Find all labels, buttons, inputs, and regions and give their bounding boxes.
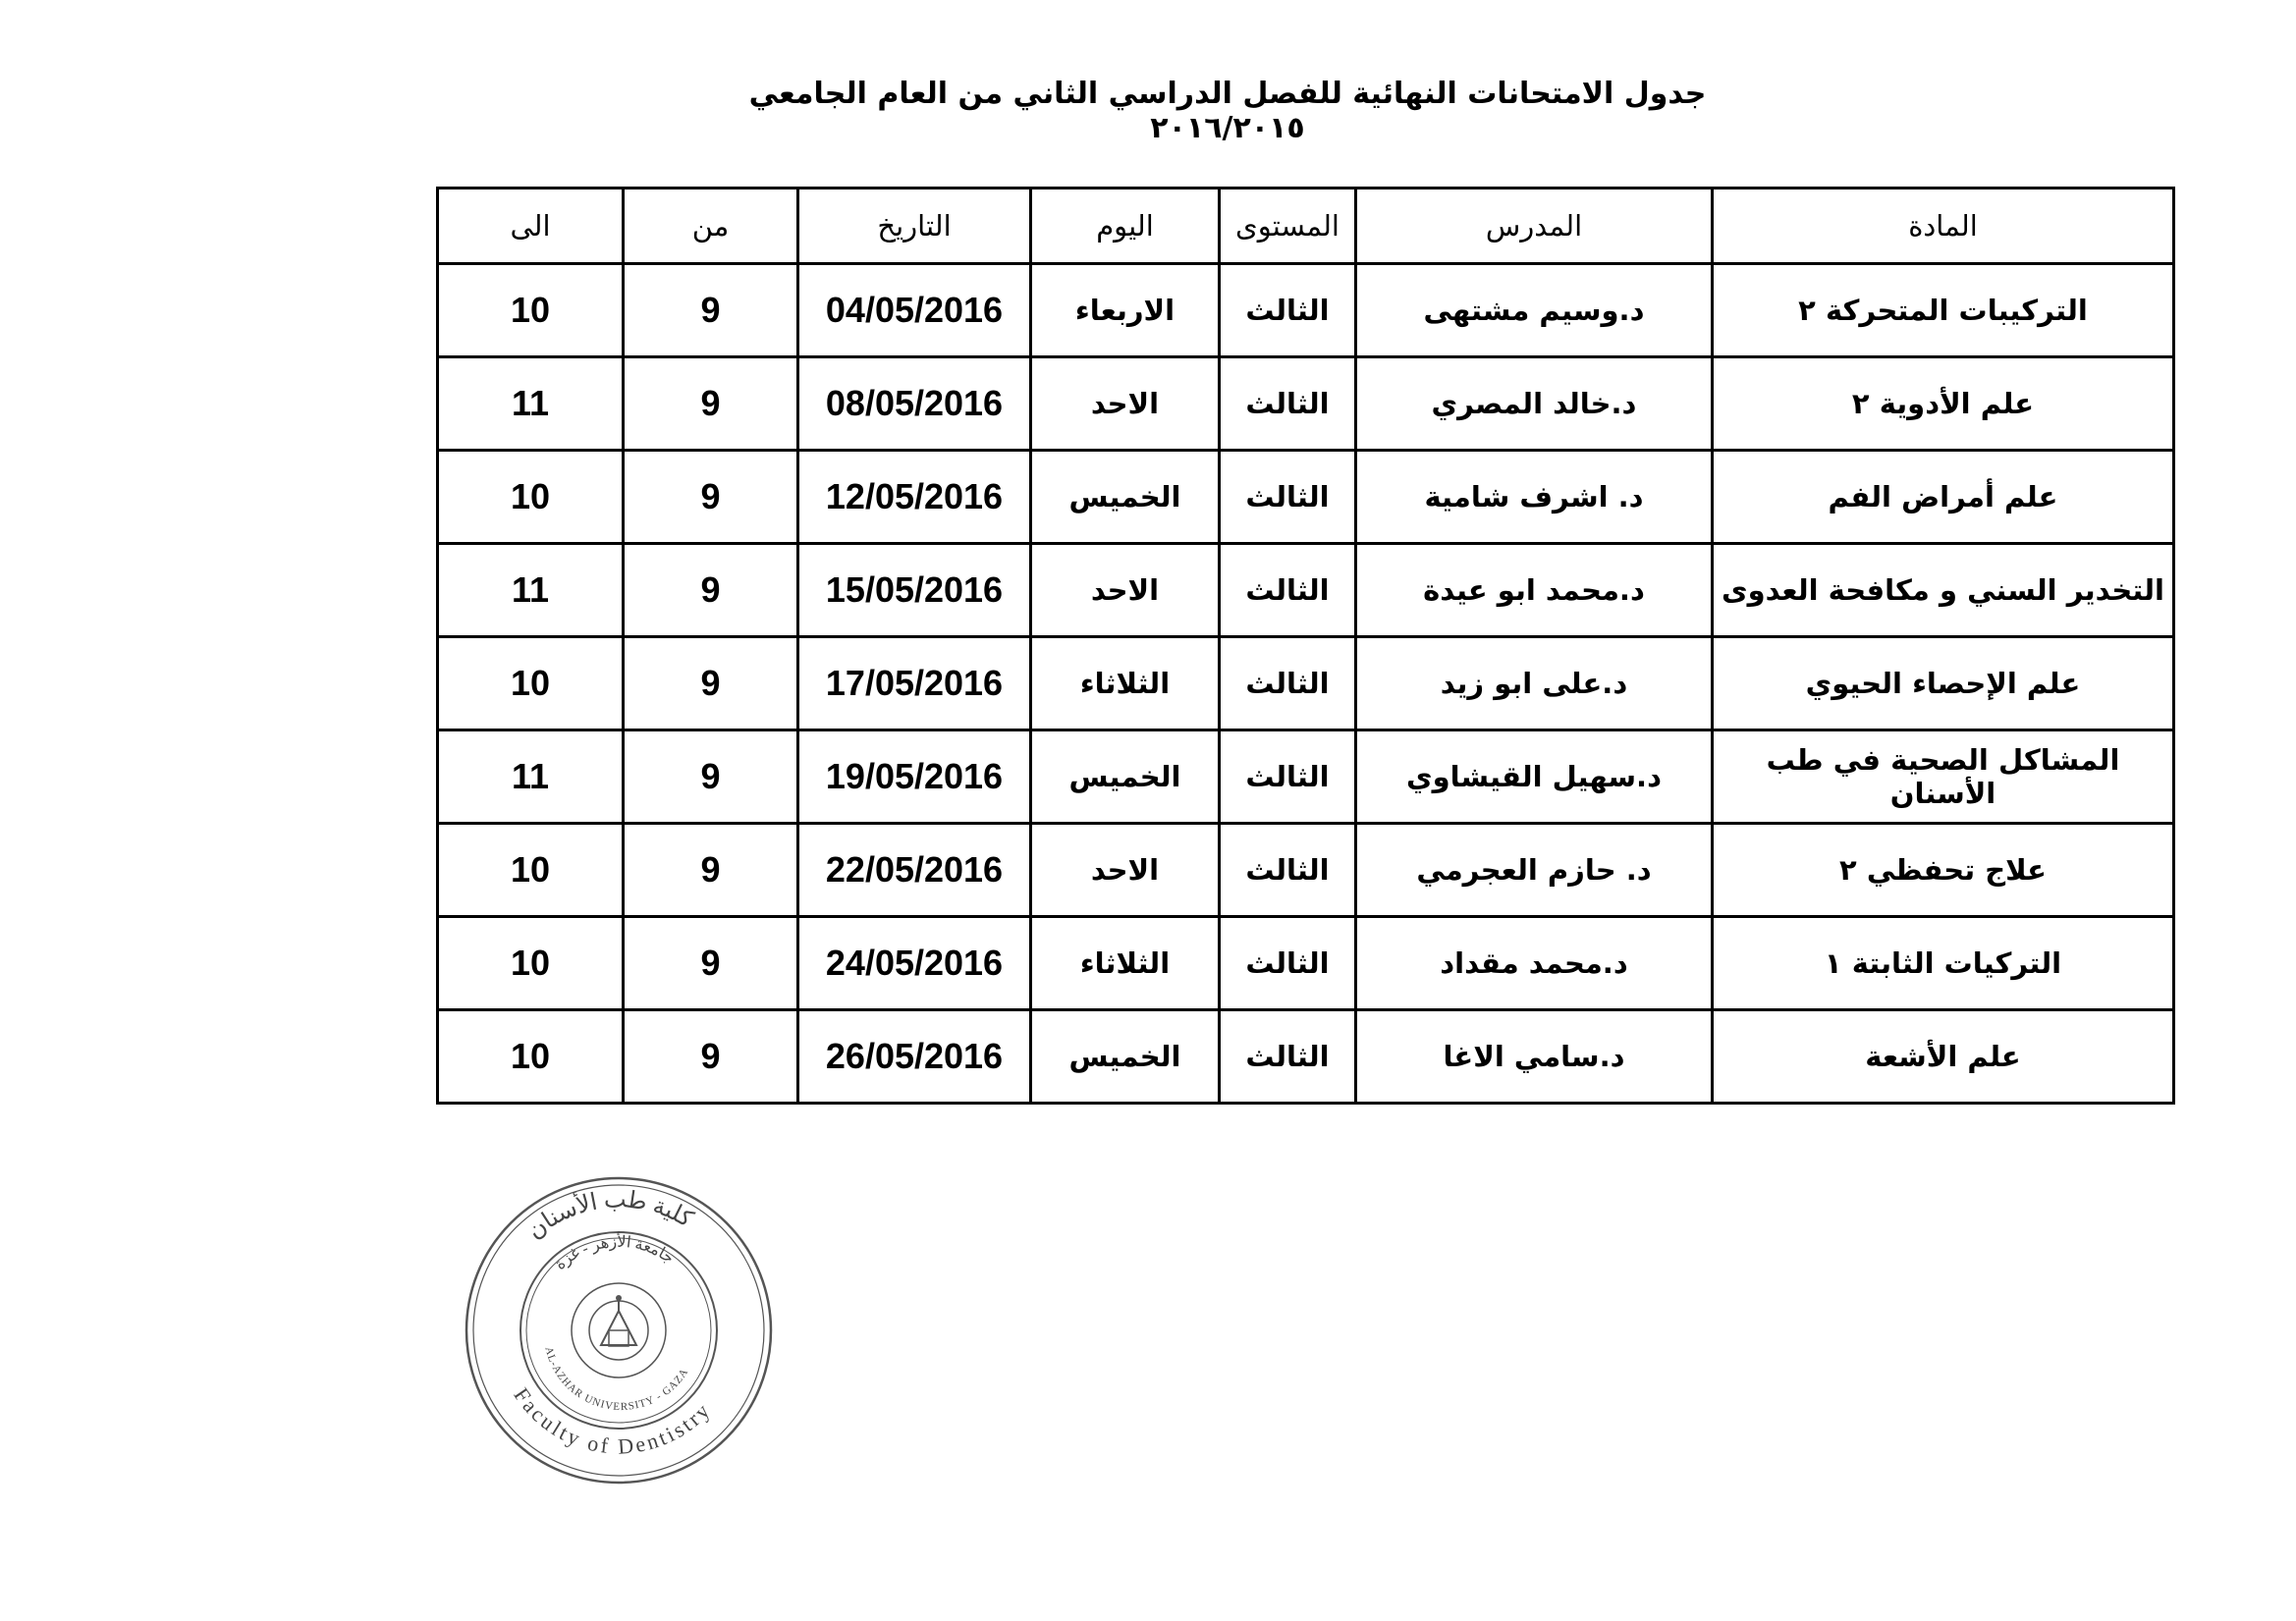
cell-teacher: د.على ابو زيد [1356,637,1713,730]
cell-to: 10 [438,637,624,730]
cell-day: الخميس [1031,730,1220,824]
cell-level: الثالث [1220,917,1356,1010]
cell-date: 17/05/2016 [798,637,1031,730]
cell-date: 04/05/2016 [798,264,1031,357]
table-row [438,264,2174,357]
cell-level: الثالث [1220,451,1356,544]
cell-date: 12/05/2016 [798,451,1031,544]
header-level: المستوى [1220,189,1356,264]
header-date: التاريخ [798,189,1031,264]
cell-from: 9 [624,1010,798,1104]
table-header-row [438,189,2174,264]
cell-day: الخميس [1031,1010,1220,1104]
cell-teacher: د.سهيل القيشاوي [1356,730,1713,824]
cell-level: الثالث [1220,357,1356,451]
cell-subject: المشاكل الصحية في طب الأسنان [1713,730,2174,824]
header-from: من [624,189,798,264]
cell-day: الاحد [1031,824,1220,917]
stamp-outer-english-text: Faculty of Dentistry [509,1382,717,1459]
cell-date: 19/05/2016 [798,730,1031,824]
cell-level: الثالث [1220,544,1356,637]
cell-date: 15/05/2016 [798,544,1031,637]
cell-subject: التخدير السني و مكافحة العدوى [1713,544,2174,637]
cell-to: 11 [438,544,624,637]
cell-level: الثالث [1220,1010,1356,1104]
table-row [438,730,2174,824]
table-row [438,917,2174,1010]
cell-subject: التركيبات المتحركة ٢ [1713,264,2174,357]
cell-from: 9 [624,637,798,730]
cell-from: 9 [624,451,798,544]
cell-day: الثلاثاء [1031,637,1220,730]
cell-to: 10 [438,1010,624,1104]
table-row [438,357,2174,451]
table-row [438,637,2174,730]
cell-subject: علم الأدوية ٢ [1713,357,2174,451]
cell-from: 9 [624,357,798,451]
cell-teacher: د.وسيم مشتهى [1356,264,1713,357]
cell-day: الخميس [1031,451,1220,544]
cell-teacher: د. حازم العجرمي [1356,824,1713,917]
header-subject: المادة [1713,189,2174,264]
stamp-inner-arabic-text: جامعة الأزهر - غزة [552,1233,678,1273]
cell-from: 9 [624,264,798,357]
exam-schedule-table [436,187,2175,1105]
cell-teacher: د. اشرف شامية [1356,451,1713,544]
cell-day: الاحد [1031,357,1220,451]
cell-teacher: د.خالد المصري [1356,357,1713,451]
cell-from: 9 [624,544,798,637]
cell-from: 9 [624,824,798,917]
stamp-inner-english-text: AL-AZHAR UNIVERSITY - GAZA [542,1345,691,1414]
cell-date: 08/05/2016 [798,357,1031,451]
cell-from: 9 [624,730,798,824]
stamp-outer-arabic-text: كلية طب الأسنان [522,1187,697,1245]
cell-to: 10 [438,451,624,544]
cell-subject: علاج تحفظي ٢ [1713,824,2174,917]
cell-subject: علم الأشعة [1713,1010,2174,1104]
svg-text:AL-AZHAR UNIVERSITY - GAZA [542,1345,690,1413]
table-row [438,824,2174,917]
header-day: اليوم [1031,189,1220,264]
cell-from: 9 [624,917,798,1010]
cell-teacher: د.محمد ابو عيدة [1356,544,1713,637]
svg-text:جامعة الأزهر - غزة [552,1232,677,1273]
cell-date: 24/05/2016 [798,917,1031,1010]
cell-level: الثالث [1220,637,1356,730]
cell-subject: علم الإحصاء الحيوي [1713,637,2174,730]
cell-date: 26/05/2016 [798,1010,1031,1104]
cell-to: 11 [438,730,624,824]
cell-subject: التركيات الثابتة ١ [1713,917,2174,1010]
cell-to: 10 [438,264,624,357]
cell-to: 10 [438,824,624,917]
faculty-seal-stamp [462,1173,776,1487]
page-title: جدول الامتحانات النهائية للفصل الدراسي الثاني من العام الجامعي ٢٠١٦/٢٠١٥ [748,77,1707,145]
cell-to: 11 [438,357,624,451]
cell-subject: علم أمراض الفم [1713,451,2174,544]
cell-day: الاربعاء [1031,264,1220,357]
cell-day: الاحد [1031,544,1220,637]
table-row [438,451,2174,544]
university-emblem-icon [572,1283,666,1378]
cell-date: 22/05/2016 [798,824,1031,917]
cell-level: الثالث [1220,730,1356,824]
table-row [438,1010,2174,1104]
cell-to: 10 [438,917,624,1010]
cell-level: الثالث [1220,264,1356,357]
cell-teacher: د.محمد مقداد [1356,917,1713,1010]
header-to: الى [438,189,624,264]
cell-day: الثلاثاء [1031,917,1220,1010]
cell-level: الثالث [1220,824,1356,917]
header-teacher: المدرس [1356,189,1713,264]
table-row [438,544,2174,637]
cell-teacher: د.سامي الاغا [1356,1010,1713,1104]
